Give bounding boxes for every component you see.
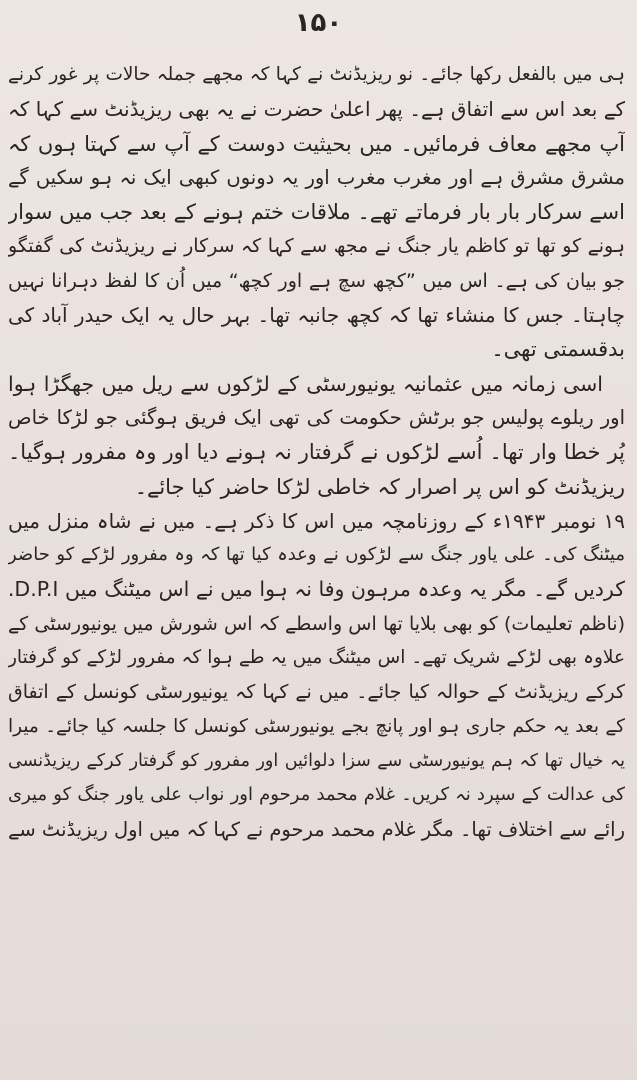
text-line: کی عدالت کے سپرد نہ کریں۔ غلام محمد مرحوم اور نواب علی یاور جنگ کو میری xyxy=(8,784,625,806)
text-line: اور ریلوے پولیس جو برٹش حکومت کی تھی ایک فریق ہوگئی جو لڑکا خاص xyxy=(8,405,625,429)
text-line: اسے سرکار بار بار فرماتے تھے۔ ملاقات ختم ہونے کے بعد جب میں سوار xyxy=(8,200,625,225)
text-line: آپ مجھے معاف فرمائیں۔ میں بحیثیت دوست کے آپ سے کہتا ہوں کہ xyxy=(8,131,625,156)
text-line: پُر خطا وار تھا۔ اُسے لڑکوں نے گرفتار نہ ہونے دیا اور وہ مفرور ہوگیا۔ xyxy=(8,440,625,465)
text-line: میٹنگ کی۔ علی یاور جنگ سے لڑکوں نے وعدہ کیا تھا کہ وہ مفرور لڑکے کو حاضر xyxy=(8,544,625,566)
text-line: رائے سے اختلاف تھا۔ مگر غلام محمد مرحوم نے کہا کہ میں اول ریزیڈنٹ سے xyxy=(8,817,625,841)
text-line: یہ خیال تھا کہ ہم یونیورسٹی سے سزا دلوائیں اور مفرور کو گرفتار کرکے ریزیڈنسی xyxy=(8,750,625,771)
text-line: ہی میں بالفعل رکھا جائے۔ نو ریزیڈنٹ نے کہا کہ مجھے جملہ حالات پر غور کرنے xyxy=(8,64,625,85)
text-line: بدقسمتی تھی۔ xyxy=(491,337,625,362)
text-line: کے بعد یہ حکم جاری ہو اور پانچ بجے یونیورسٹی کونسل کا جلسہ کیا جائے۔ میرا xyxy=(8,715,625,737)
text-line: (ناظم تعلیمات) کو بھی بلایا تھا اس واسطے کہ اس شورش میں یونیورسٹی کے xyxy=(8,612,625,635)
text-line: چاہتا۔ جس کا منشاء تھا کہ کچھ جانبہ تھا۔ بہر حال یہ ایک حیدر آباد کی xyxy=(8,303,625,328)
text-line: جو بیان کی ہے۔ اس میں ”کچھ سچ ہے اور کچھ“ میں اُن کا لفظ دہرانا نہیں xyxy=(8,269,625,292)
text-line: کے بعد اس سے اتفاق ہے۔ پھر اعلیٰ حضرت نے یہ بھی ریزیڈنٹ سے کہا کہ xyxy=(8,97,625,122)
text-line: کرکے ریزیڈنٹ کے حوالہ کیا جائے۔ میں نے کہا کہ یونیورسٹی کونسل کے اتفاق xyxy=(8,681,625,704)
text-line: مشرق مشرق ہے اور مغرب مغرب اور یہ دونوں کبھی ایک نہ ہو سکیں گے xyxy=(8,165,625,189)
text-line: اسی زمانہ میں عثمانیہ یونیورسٹی کے لڑکوں سے ریل میں جھگڑا ہوا xyxy=(8,371,603,396)
body-text xyxy=(8,58,625,847)
text-line: ۱۹ نومبر ۱۹۴۳ء کے روزنامچہ میں اس کا ذکر ہے۔ میں نے شاہ منزل میں xyxy=(8,508,625,533)
text-line: ہونے کو تھا تو کاظم یار جنگ نے مجھ سے کہا کہ سرکار نے ریزیڈنٹ کی گفتگو xyxy=(8,235,625,258)
page-number: ۱۵۰ xyxy=(294,8,343,38)
text-line: کردیں گے۔ مگر یہ وعدہ مرہون وفا نہ ہوا میں نے اس میٹنگ میں D.P.I. xyxy=(8,577,625,602)
text-line: ریزیڈنٹ کو اس پر اصرار کہ خاطی لڑکا حاضر کیا جائے۔ xyxy=(134,474,625,499)
text-line: علاوہ بھی لڑکے شریک تھے۔ اس میٹنگ میں یہ طے ہوا کہ مفرور لڑکے کو گرفتار xyxy=(8,647,625,669)
